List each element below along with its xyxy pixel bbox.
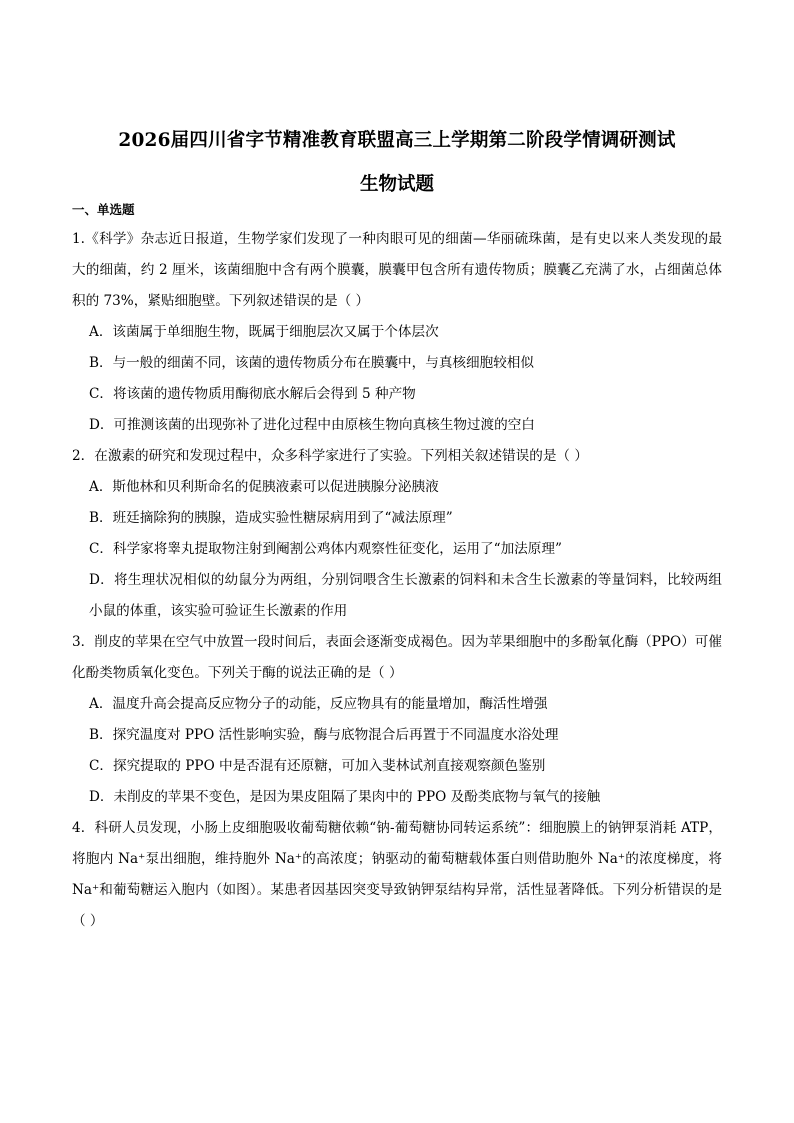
question-stem: 3．削皮的苹果在空气中放置一段时间后，表面会逐渐变成褐色。因为苹果细胞中的多酚氧化酶（PPO）可催化酚类物质氧化变色。下列关于酶的说法正确的是（ ） xyxy=(72,634,722,681)
option-c: C．将该菌的遗传物质用酶彻底水解后会得到 5 种产物 xyxy=(89,386,416,402)
option-c: C．科学家将睾丸提取物注射到阉割公鸡体内观察性征变化，运用了“加法原理” xyxy=(89,541,562,557)
exam-content xyxy=(72,200,722,937)
option-d: D．可推测该菌的出现弥补了进化过程中由原核生物向真核生物过渡的空白 xyxy=(89,417,535,433)
option-d: D．将生理状况相似的幼鼠分为两组，分别饲喂含生长激素的饲料和未含生长激素的等量饲料，比较两组小鼠的体重，该实验可验证生长激素的作用 xyxy=(89,572,722,619)
option-a: A．温度升高会提高反应物分子的动能，反应物具有的能量增加，酶活性增强 xyxy=(89,696,548,712)
option-a: A．该菌属于单细胞生物，既属于细胞层次又属于个体层次 xyxy=(89,324,439,340)
question-3 xyxy=(72,627,722,813)
option-b: B．班廷摘除狗的胰腺，造成实验性糖尿病用到了“减法原理” xyxy=(89,510,453,526)
option-b: B．与一般的细菌不同，该菌的遗传物质分布在膜囊中，与真核细胞较相似 xyxy=(89,355,534,371)
question-stem: 1.《科学》杂志近日报道，生物学家们发现了一种肉眼可见的细菌—华丽硫珠菌，是有史以来人类发现的最大的细菌，约 2 厘米，该菌细胞中含有两个膜囊，膜囊甲包含所有遗传物质；膜囊乙充满了水，占细菌总体积的 73%，紧贴细胞壁。下列叙述错误的是（ ） xyxy=(72,231,722,309)
question-2 xyxy=(72,441,722,627)
exam-title: 2026届四川省字节精准教育联盟高三上学期第二阶段学情调研测试 xyxy=(118,130,676,151)
question-4 xyxy=(72,813,722,937)
exam-subtitle: 生物试题 xyxy=(359,174,434,195)
option-d: D．未削皮的苹果不变色，是因为果皮阻隔了果肉中的 PPO 及酚类底物与氧气的接触 xyxy=(89,789,601,805)
option-b: B．探究温度对 PPO 活性影响实验，酶与底物混合后再置于不同温度水浴处理 xyxy=(89,727,559,743)
option-c: C．探究提取的 PPO 中是否混有还原糖，可加入斐林试剂直接观察颜色鉴别 xyxy=(89,758,546,774)
question-stem: 2．在激素的研究和发现过程中，众多科学家进行了实验。下列相关叙述错误的是（ ） xyxy=(72,448,588,464)
question-stem: 4．科研人员发现，小肠上皮细胞吸收葡萄糖依赖“钠-葡萄糖协同转运系统”：细胞膜上的钠钾泵消耗 ATP，将胞内 Na⁺泵出细胞，维持胞外 Na⁺的高浓度；钠驱动的葡萄糖载体蛋白则借助胞外 Na⁺的浓度梯度，将 Na⁺和葡萄糖运入胞内（如图）。某患者因基因突变导致钠钾泵结构异常，活性显著降低。下列分析错误的是（ ） xyxy=(72,820,722,929)
question-1 xyxy=(72,224,722,441)
section-heading: 一、单选题 xyxy=(72,202,135,217)
option-a: A．斯他林和贝利斯命名的促胰液素可以促进胰腺分泌胰液 xyxy=(89,479,439,495)
